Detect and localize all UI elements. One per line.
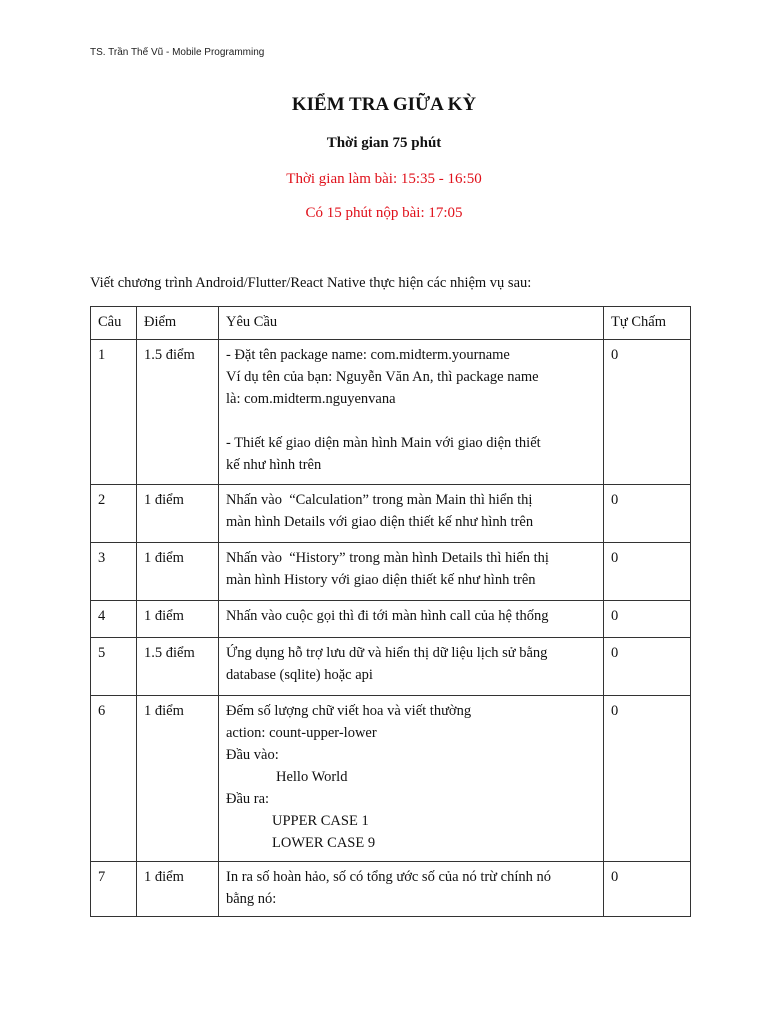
question-points: 1 điểm <box>137 862 219 917</box>
requirement-line: màn hình Details với giao diện thiết kế như hình trên <box>226 514 534 530</box>
header-points: Điểm <box>137 307 219 340</box>
requirement-line: action: count-upper-lower <box>226 725 377 741</box>
question-points: 1 điểm <box>137 601 219 638</box>
requirement-line: là: com.midterm.nguyenvana <box>226 391 396 407</box>
task-table <box>90 306 691 917</box>
requirement-line: Đầu vào: <box>226 747 279 763</box>
page-header: TS. Trần Thế Vũ - Mobile Programming <box>90 47 265 58</box>
requirement-line: Đếm số lượng chữ viết hoa và viết thường <box>226 703 472 719</box>
requirement-line: - Thiết kế giao diện màn hình Main với giao diện thiết <box>226 435 541 451</box>
question-requirement <box>219 862 604 917</box>
exam-title: KIỂM TRA GIỮA KỲ <box>291 94 477 115</box>
input-example: Hello World <box>276 769 348 785</box>
question-requirement <box>219 340 604 485</box>
header-self-score: Tự Chấm <box>604 307 691 340</box>
table-header-row <box>91 307 691 340</box>
instructions: Viết chương trình Android/Flutter/React Native thực hiện các nhiệm vụ sau: <box>90 275 532 291</box>
table-row <box>91 485 691 543</box>
question-number: 2 <box>91 485 137 543</box>
requirement-line: Nhấn vào cuộc gọi thì đi tới màn hình call của hệ thống <box>226 608 549 624</box>
question-points: 1 điểm <box>137 696 219 862</box>
question-requirement <box>219 601 604 638</box>
self-score: 0 <box>604 601 691 638</box>
question-requirement <box>219 543 604 601</box>
exam-duration: Thời gian 75 phút <box>326 135 442 151</box>
question-number: 4 <box>91 601 137 638</box>
question-requirement <box>219 696 604 862</box>
requirement-line: bằng nó: <box>226 891 277 907</box>
header-question: Câu <box>91 307 137 340</box>
requirement-line: In ra số hoàn hảo, số có tổng ước số của nó trừ chính nó <box>226 869 551 885</box>
working-time: Thời gian làm bài: 15:35 - 16:50 <box>286 171 482 187</box>
question-number: 3 <box>91 543 137 601</box>
question-requirement <box>219 485 604 543</box>
question-points: 1.5 điểm <box>137 340 219 485</box>
requirement-line: Ứng dụng hỗ trợ lưu dữ và hiển thị dữ liệu lịch sử bằng <box>226 645 548 661</box>
table-row <box>91 340 691 485</box>
self-score: 0 <box>604 485 691 543</box>
requirement-line: Đầu ra: <box>226 791 270 807</box>
question-number: 1 <box>91 340 137 485</box>
self-score: 0 <box>604 696 691 862</box>
self-score: 0 <box>604 543 691 601</box>
table-row <box>91 862 691 917</box>
requirement-line: database (sqlite) hoặc api <box>226 667 373 683</box>
self-score: 0 <box>604 340 691 485</box>
table-row <box>91 543 691 601</box>
header-requirement: Yêu Cầu <box>219 307 604 340</box>
submission-time: Có 15 phút nộp bài: 17:05 <box>305 205 463 221</box>
question-number: 7 <box>91 862 137 917</box>
question-number: 5 <box>91 638 137 696</box>
requirement-line: Ví dụ tên của bạn: Nguyễn Văn An, thì package name <box>226 369 539 385</box>
output-example: UPPER CASE 1 <box>272 813 369 829</box>
requirement-line: màn hình History với giao diện thiết kế như hình trên <box>226 572 536 588</box>
requirement-line: Nhấn vào “History” trong màn hình Details thì hiển thị <box>226 550 549 566</box>
requirement-line: Nhấn vào “Calculation” trong màn Main thì hiển thị <box>226 492 533 508</box>
question-requirement <box>219 638 604 696</box>
table-row <box>91 696 691 862</box>
table-row <box>91 601 691 638</box>
self-score: 0 <box>604 638 691 696</box>
question-number: 6 <box>91 696 137 862</box>
question-points: 1 điểm <box>137 543 219 601</box>
table-row <box>91 638 691 696</box>
self-score: 0 <box>604 862 691 917</box>
question-points: 1.5 điểm <box>137 638 219 696</box>
question-points: 1 điểm <box>137 485 219 543</box>
output-example: LOWER CASE 9 <box>272 835 376 851</box>
requirement-line: kế như hình trên <box>226 457 322 473</box>
requirement-line: - Đặt tên package name: com.midterm.yourname <box>226 347 510 363</box>
